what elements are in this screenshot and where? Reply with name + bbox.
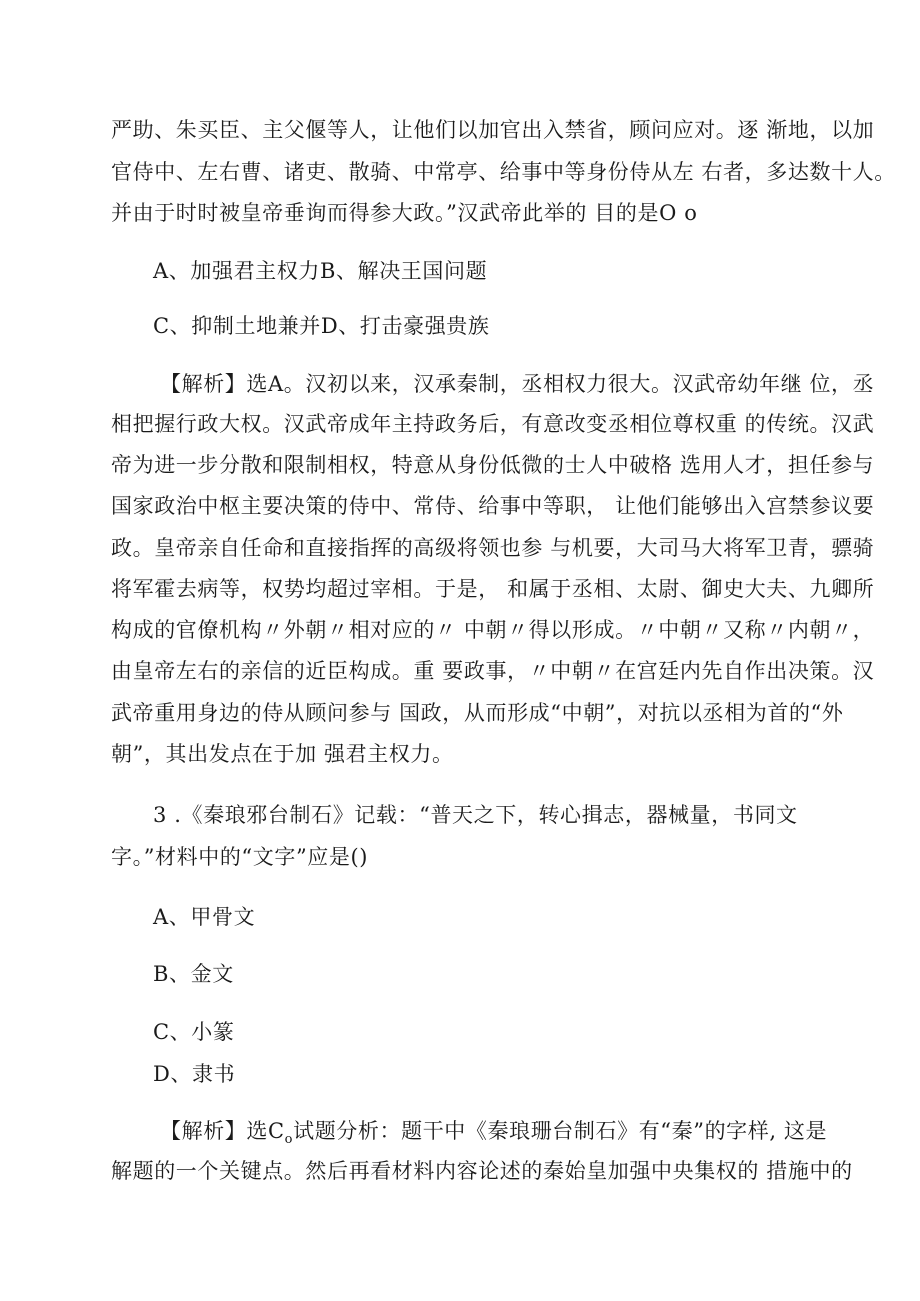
q2-options-cd: C、抑制土地兼并D、打击豪强贵族	[153, 314, 490, 338]
analysis1-line-2: 相把握行政大权。汉武帝成年主持政务后，有意改变丞相位尊权重 的传统。汉武	[111, 412, 875, 436]
analysis1-line-10: 朝”，其出发点在于加 强君主权力。	[111, 742, 454, 766]
analysis2-line-2: 解题的一个关键点。然后再看材料内容论述的秦始皇加强中央集权的 措施中的	[111, 1159, 853, 1183]
passage-line-1: 严助、朱买臣、主父偃等人，让他们以加官出入禁省，顾问应对。逐 渐地，以加	[111, 118, 875, 142]
q3-option-b: B、金文	[153, 962, 234, 986]
q3-option-d: D、隶书	[153, 1062, 236, 1086]
q3-option-a: A、甲骨文	[153, 905, 256, 929]
question3-line-1: 3 .《秦琅邪台制石》记载：“普天之下，转心揖志，器械量，书同文	[153, 803, 798, 827]
analysis2-prefix: 【解析】选C	[160, 1119, 285, 1143]
analysis1-line-1: 【解析】选A。汉初以来，汉承秦制，丞相权力很大。汉武帝幼年继 位，丞	[160, 372, 875, 396]
analysis1-line-4: 国家政治中枢主要决策的侍中、常侍、给事中等职， 让他们能够出入宫禁参议要	[111, 494, 875, 518]
analysis2-subscript: o	[284, 1132, 294, 1147]
analysis1-line-3: 帝为进一步分散和限制相权，特意从身份低微的士人中破格 选用人才，担任参与	[111, 453, 875, 477]
passage-line-2: 官侍中、左右曹、诸吏、散骑、中常亭、给事中等身份侍从左 右者，多达数十人。	[111, 160, 896, 184]
analysis2-line-1	[160, 1117, 827, 1149]
analysis1-line-7: 构成的官僚机构〃外朝〃相对应的〃 中朝〃得以形成。〃中朝〃又称〃内朝〃，	[111, 618, 875, 642]
analysis2-text: 试题分析：题干中《秦琅珊台制石》有“秦”的字样, 这是	[293, 1119, 828, 1143]
question3-line-2: 字。”材料中的“文字”应是()	[111, 845, 369, 869]
analysis1-line-8: 由皇帝左右的亲信的近臣构成。重 要政事，〃中朝〃在宫廷内先自作出决策。汉	[111, 659, 875, 683]
passage-line-3: 并由于时时被皇帝垂询而得参大政。”汉武帝此举的 目的是O o	[111, 201, 698, 225]
q2-options-ab: A、加强君主权力B、解决王国问题	[153, 259, 488, 283]
q3-option-c: C、小篆	[153, 1020, 235, 1044]
analysis1-line-9: 武帝重用身边的侍从顾问参与 国政，从而形成“中朝”，对抗以丞相为首的“外	[111, 701, 844, 725]
analysis1-line-6: 将军霍去病等，权势均超过宰相。于是， 和属于丞相、太尉、御史大夫、九卿所	[111, 577, 875, 601]
analysis1-line-5: 政。皇帝亲自任命和直接指挥的高级将领也参 与机要，大司马大将军卫青，骠骑	[111, 536, 875, 560]
